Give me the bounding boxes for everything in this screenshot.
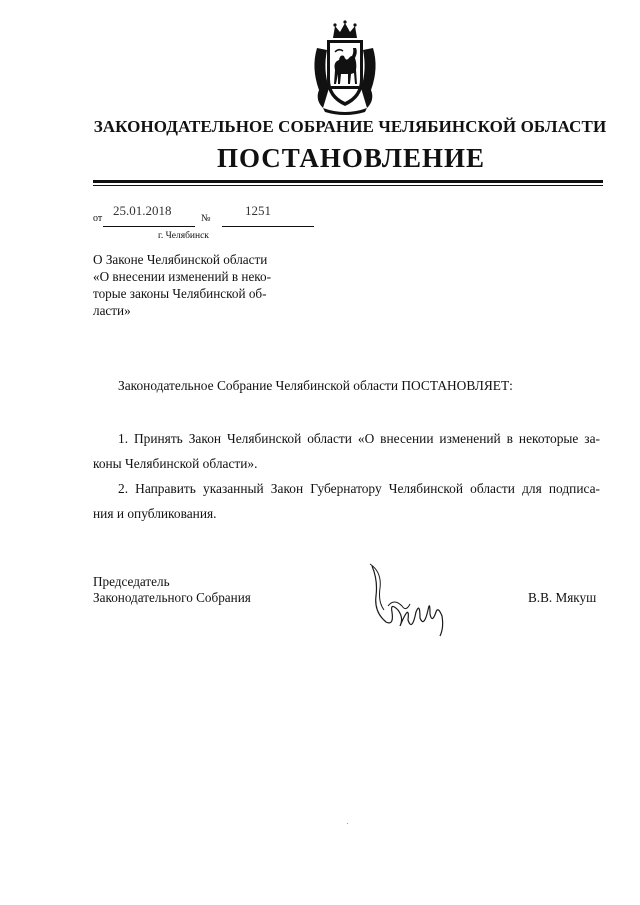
header-rule-thick [93,180,603,183]
subject-line: О Законе Челябинской области [93,252,268,267]
subject-line: ласти» [93,303,131,318]
header-rule-thin [93,185,603,186]
resolution-item [93,476,600,526]
document-type-title: ПОСТАНОВЛЕНИЕ [216,143,486,173]
date-underline [103,226,195,227]
signatory-name: В.В. Мякуш [528,590,597,605]
coat-of-arms-emblem [309,18,381,116]
signatory-title [93,574,251,606]
signatory-title-line: Законодательного Собрания [93,590,251,605]
document-number: 1251 [245,203,271,218]
preamble-text: Законодательное Собрание Челябинской области ПОСТАНОВЛЯЕТ: [118,378,513,393]
resolution-item-line: коны Челябинской области». [93,456,258,471]
city-label: г. Челябинск [158,231,209,241]
scan-speck [347,823,348,824]
number-underline [222,226,314,227]
resolution-item [93,426,600,476]
resolution-item-line: 2. Направить указанный Закон Губернатору Челябинской области для подписа- [118,481,600,496]
subject-line: «О внесении изменений в неко- [93,269,272,284]
document-date: 25.01.2018 [113,203,172,218]
handwritten-signature [364,562,450,640]
resolution-item-line: 1. Принять Закон Челябинской области «О внесении изменений в некоторые за- [118,431,600,446]
resolution-item-line: ния и опубликования. [93,506,217,521]
organization-name: ЗАКОНОДАТЕЛЬНОЕ СОБРАНИЕ ЧЕЛЯБИНСКОЙ ОБЛАСТИ [93,117,607,136]
signatory-title-line: Председатель [93,574,170,589]
document-subject [93,251,293,319]
number-label: № [201,213,211,224]
date-label: от [93,213,103,224]
subject-line: торые законы Челябинской об- [93,286,267,301]
